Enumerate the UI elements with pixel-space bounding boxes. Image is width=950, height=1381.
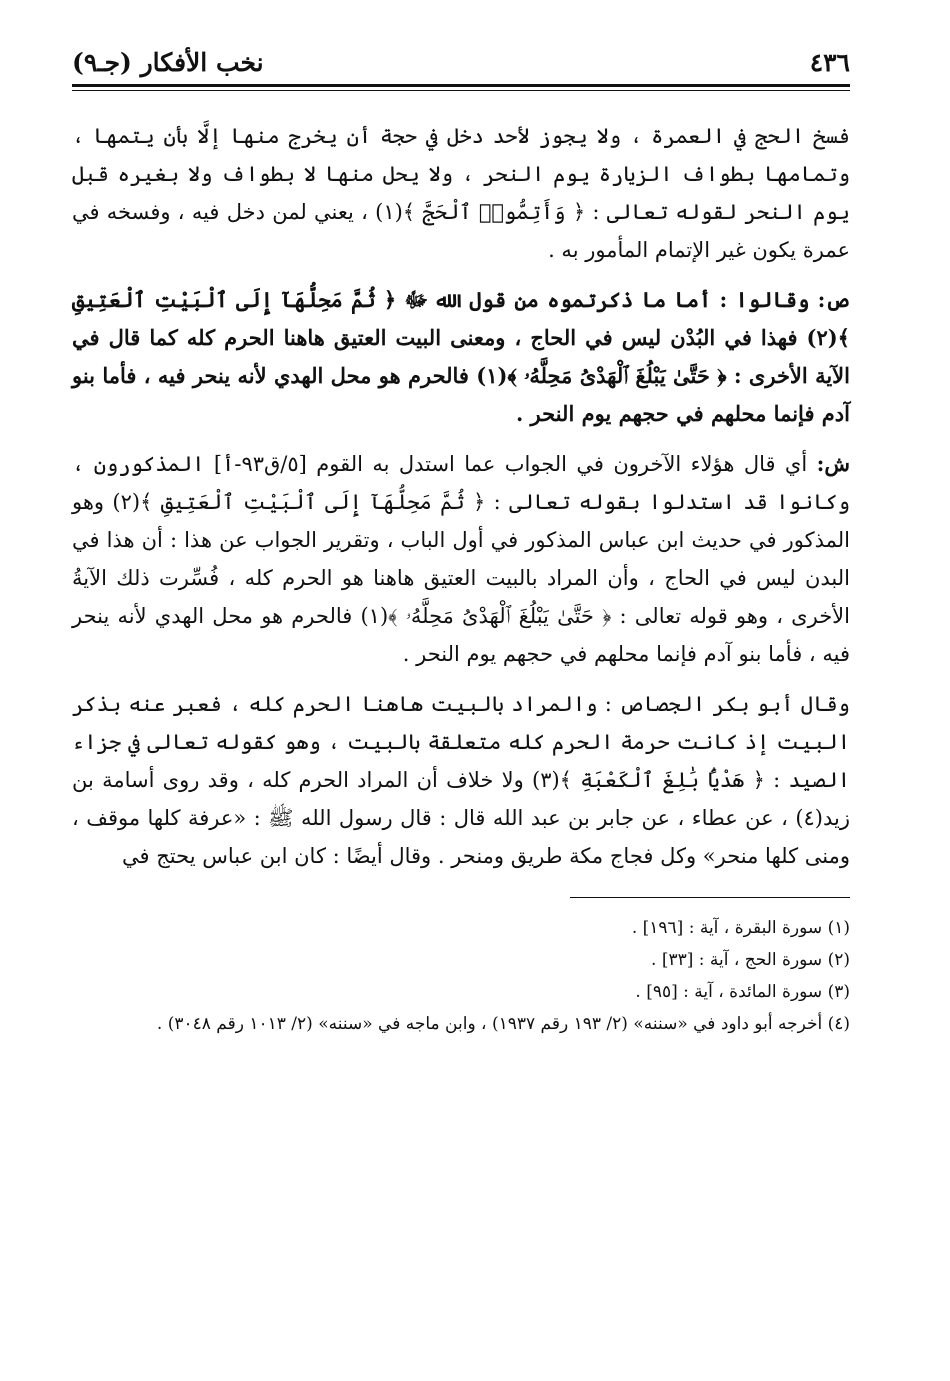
paragraph-shin-text: أي قال هؤلاء الآخرون في الجواب عما استدل به القوم [٥/ق٩٣-أ] المذكورون ، وكانوا قد استدلوا بقوله تعالى : ﴿ ثُمَّ مَحِلُّهَآ إِلَى ٱلْبَيْتِ ٱلْعَتِيقِ ﴾(٢) وهو المذكور في حديث ابن عباس المذكور في أول الباب ، وتقرير الجواب عن هذا : أن هذا في البدن ليس في الحاج ، وأن المراد بالبيت العتيق هاهنا هو الحرم كله ، فُسِّرت ذلك الآيةُ الأخرى ، وهو قوله تعالى : ﴿ حَتَّىٰ يَبْلُغَ ٱلْهَدْىُ مَحِلَّهُۥ ﴾(١) فالحرم هو محل الهدي لأنه ينحر فيه ، فأما بنو آدم فإنما محلهم في حجهم يوم النحر .: [72, 452, 850, 666]
footnote-3: (٣) سورة المائدة ، آية : [٩٥] .: [635, 982, 850, 1002]
book-page: [72, 40, 850, 1360]
paragraph-sad: [72, 281, 850, 433]
footnote-2: (٢) سورة الحج ، آية : [٣٣] .: [651, 950, 850, 970]
paragraph-4: [72, 685, 850, 875]
footnotes: [72, 912, 850, 1040]
shin-label: ش:: [816, 451, 850, 476]
footnote-4: (٤) أخرجه أبو داود في «سننه» (٢/ ١٩٣ رقم ١٩٣٧) ، وابن ماجه في «سننه» (٢/ ١٠١٣ رقم ٣٠٤٨) .: [156, 1014, 850, 1034]
paragraph-shin: [72, 445, 850, 673]
paragraph-1-text: فسخ الحج في العمرة ، ولا يجوز لأحد دخل في حجة أن يخرج منها إلَّا بأن يتمها ، وتمامها بطواف الزيارة يوم النحر ، ولا يحل منها لا بطواف ولا بغيره قبل يوم النحر لقوله تعالى : ﴿ وَأَتِمُّوا۟ ٱلْحَجَّ ﴾(١) ، يعني لمن دخل فيه ، وفسخه في عمرة يكون غير الإتمام المأمور به .: [72, 124, 850, 262]
body-text: [72, 117, 850, 875]
footnote-1: (١) سورة البقرة ، آية : [١٩٦] .: [631, 918, 850, 938]
footnote-separator: [570, 897, 850, 898]
page-number: ٤٣٦: [809, 47, 850, 77]
sad-label: ص:: [817, 287, 850, 312]
running-header: [72, 40, 850, 87]
paragraph-1: [72, 117, 850, 269]
paragraph-4-text: وقال أبو بكر الجصاص : والمراد بالبيت هاهنا الحرم كله ، فعبر عنه بذكر البيت إذ كانت حرمة الحرم كله متعلقة بالبيت ، وهو كقوله تعالى في جزاء الصيد : ﴿ هَدْيًۢا بَٰلِغَ ٱلْكَعْبَةِ ﴾(٣) ولا خلاف أن المراد الحرم كله ، وقد روى أسامة بن زيد(٤) ، عن عطاء ، عن جابر بن عبد الله قال : قال رسول الله ﷺ : «عرفة كلها موقف ، ومنى كلها منحر» وكل فجاج مكة طريق ومنحر . وقال أيضًا : كان ابن عباس يحتج في: [72, 692, 851, 868]
running-title: نخب الأفكار (جـ٩): [72, 47, 264, 77]
paragraph-sad-text: وقالوا : أما ما ذكرتموه من قول الله ﷻ ﴿ ثُمَّ مَحِلُّهَآ إِلَى ٱلْبَيْتِ ٱلْعَتِيقِ ﴾(٢) فهذا في البُدْن ليس في الحاج ، ومعنى البيت العتيق هاهنا الحرم كله كما قال في الآية الأخرى : ﴿ حَتَّىٰ يَبْلُغَ ٱلْهَدْىُ مَحِلَّهُۥ ﴾(١) فالحرم هو محل الهدي لأنه ينحر فيه ، فأما بنو آدم فإنما محلهم في حجهم يوم النحر .: [72, 287, 850, 426]
